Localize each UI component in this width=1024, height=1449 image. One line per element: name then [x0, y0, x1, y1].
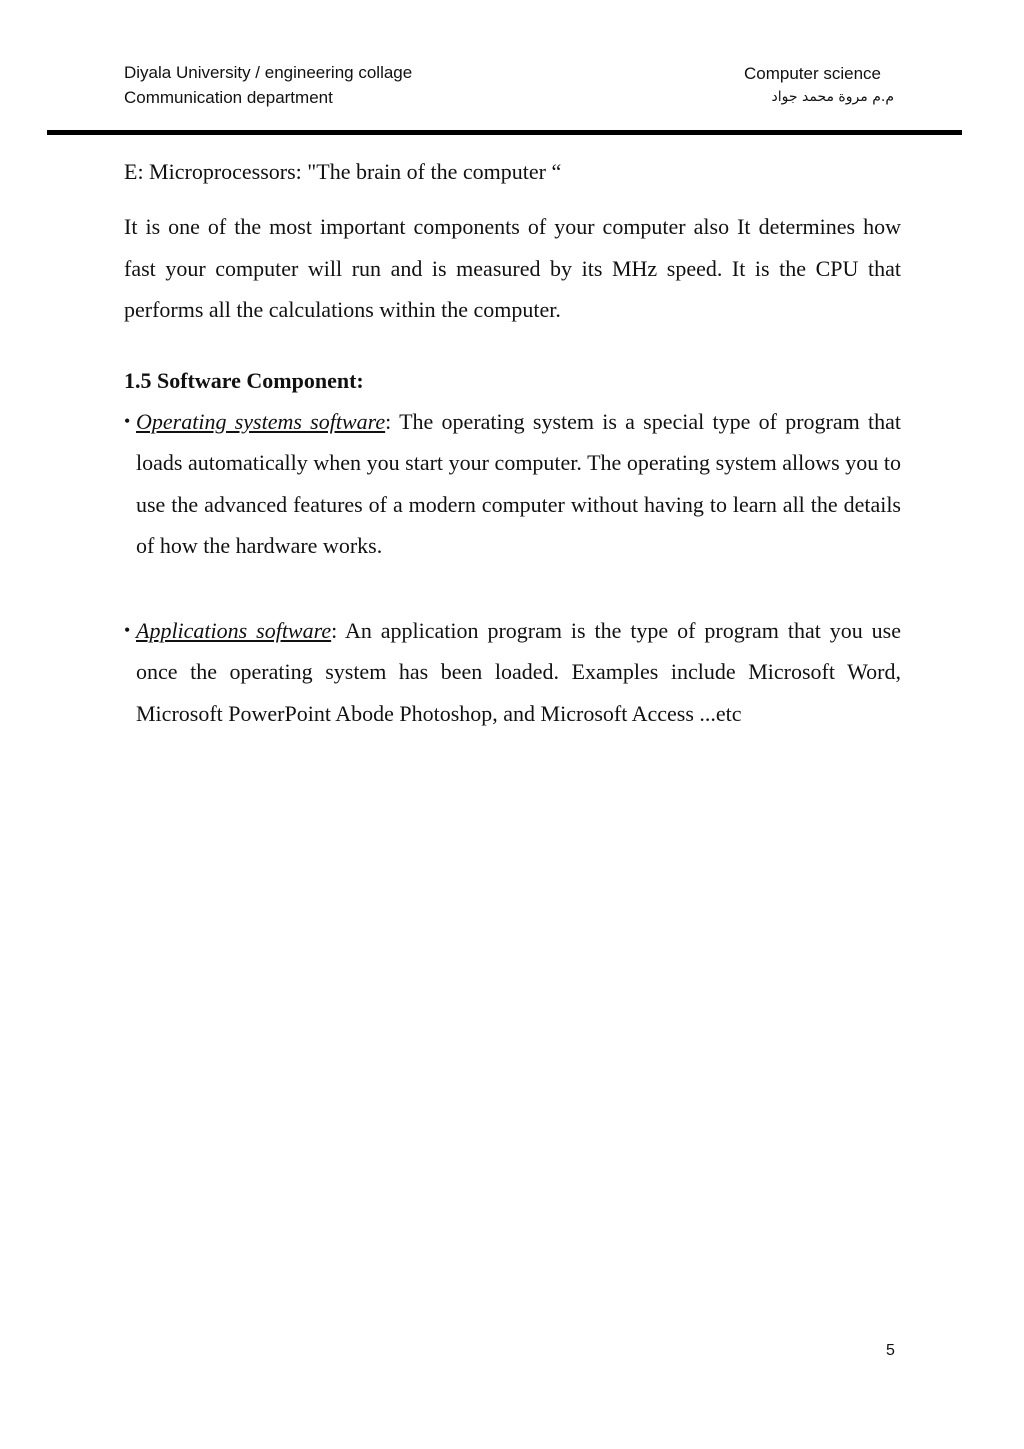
page-body: [124, 152, 901, 734]
bullet-icon: •: [124, 619, 131, 640]
header-left: [124, 60, 412, 110]
section-e-title: E: Microprocessors: "The brain of the computer “: [124, 159, 562, 184]
bullet-icon: •: [124, 410, 131, 431]
term-separator: :: [331, 617, 338, 643]
header-right: [744, 61, 894, 108]
list-item-applications: [124, 610, 901, 735]
section-e-paragraph: It is one of the most important components of your computer also It determines how fast your computer will run and is measured by its MHz speed. It is the CPU that performs all the calculations within the computer.: [124, 214, 901, 322]
term-applications: Applications software: [136, 617, 332, 643]
university-line: Diyala University / engineering collage: [124, 63, 413, 82]
definition-applications: An application program is the type of program that you use once the operating system has been loaded. Examples include Microsoft Word, Microsoft PowerPoint Abode Photoshop, and Microsoft Access ...etc: [136, 617, 902, 726]
author-line: م.م مروة محمد جواد: [771, 89, 894, 105]
header-divider: [47, 130, 962, 135]
term-operating-systems: Operating systems software: [136, 408, 386, 434]
definition-operating-systems: The operating system is a special type of program that loads automatically when you start your computer. The operating system allows you to use the advanced features of a modern computer without having to learn all the details of how the hardware works.: [136, 408, 901, 558]
department-line: Communication department: [124, 88, 333, 107]
page-number: 5: [886, 1342, 895, 1359]
software-heading: 1.5 Software Component:: [124, 367, 364, 393]
subject-line: Computer science: [744, 64, 882, 83]
term-separator: :: [385, 408, 392, 434]
list-item-operating-systems: [124, 401, 901, 567]
